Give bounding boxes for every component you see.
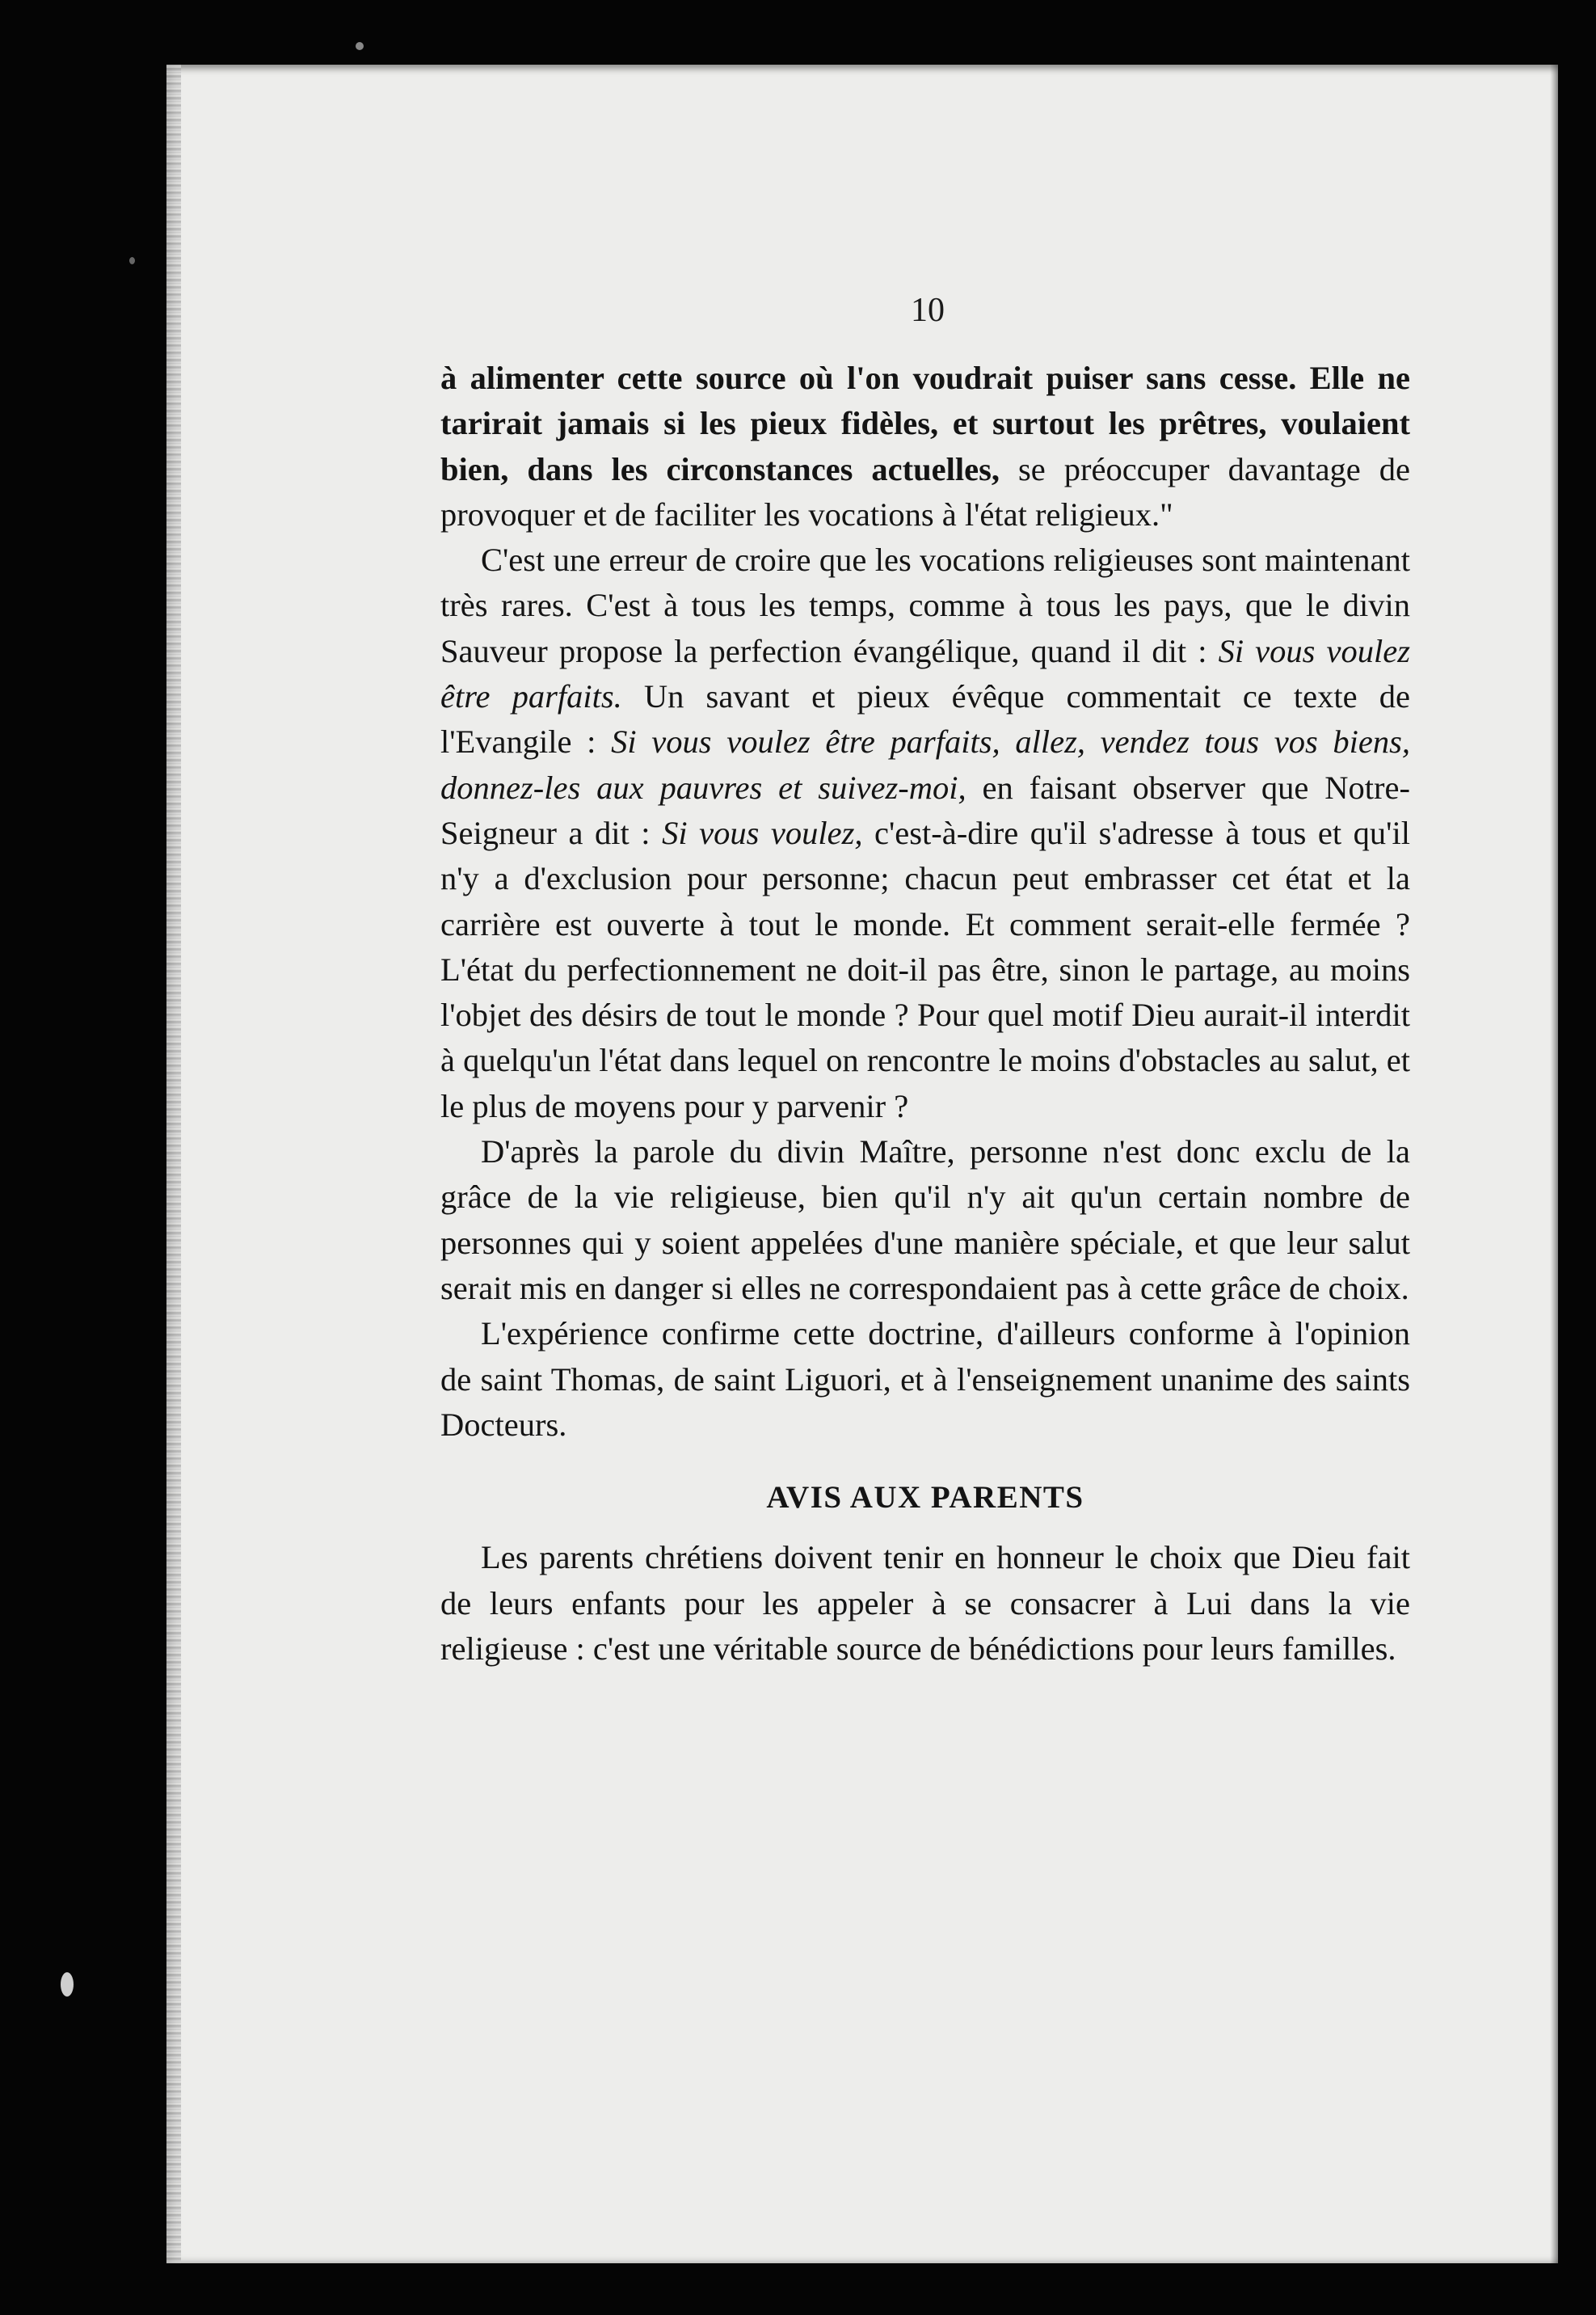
paragraph-2-part-e: en faisant observer que Notre-Seigneur a dit : bbox=[440, 769, 1410, 851]
paragraph-2-part-g: c'est-à-dire qu'il s'adresse à tous et qu'il n'y a d'exclusion pour personne; chacun peut embrasser cet état et la carrière est ouverte à tout le monde. Et comment serait-elle fermée ? L'état du perfectionnement ne doit-il pas être, sinon le partage, au moins l'objet des désirs de tout le monde ? Pour quel motif Dieu aurait-il interdit à quelqu'un l'état dans lequel on rencontre le moins d'obstacles au salut, et le plus de moyens pour y parvenir ? bbox=[440, 814, 1410, 1124]
paragraph-1-part-c: se préoccuper davantage de provoquer et de faciliter les vocations à l'état religieux." bbox=[440, 450, 1410, 533]
paragraph-3: D'après la parole du divin Maître, personne n'est donc exclu de la grâce de la vie religieuse, bien qu'il n'y ait qu'un certain nombre de personnes qui y soient appelées d'une manière spéciale, et que leur salut serait mis en danger si elles ne correspondaient pas à cette grâce de choix. bbox=[440, 1133, 1410, 1306]
paragraph-1-part-a: à alimenter cette source où l'on voudrait puiser sans cesse. bbox=[440, 360, 1310, 396]
paragraph-2-quote-3: Si vous voulez, bbox=[662, 814, 863, 851]
dust-speck bbox=[61, 1972, 74, 1997]
page-number: 10 bbox=[911, 292, 945, 329]
paragraph-2-part-c: Un savant et pieux évêque commentait ce texte de l'Evangile : bbox=[440, 678, 1410, 761]
paragraph-1 bbox=[440, 356, 1410, 538]
page-binding-edge bbox=[166, 65, 181, 2263]
paragraph-2-quote-1: Si vous voulez être parfaits. bbox=[440, 632, 1410, 715]
paragraph-2 bbox=[440, 538, 1410, 1129]
paragraph-2-quote-2: Si vous voulez être parfaits, allez, vendez tous vos biens, donnez-les aux pauvres et suivez-moi, bbox=[440, 723, 1410, 806]
paragraph-1-part-b: Elle ne tarirait jamais si les pieux fidèles, et surtout les prêtres, voulaient bien, dans les circonstances actuelles, bbox=[440, 360, 1410, 487]
page-edge-shadow bbox=[1550, 65, 1558, 2263]
paragraph-2-part-a: C'est une erreur de croire que les vocations religieuses sont maintenant très rares. C'est à tous les temps, comme à tous les pays, que le divin Sauveur propose la perfection évangélique, quand il dit : bbox=[440, 542, 1410, 669]
dust-speck bbox=[129, 257, 135, 264]
dust-speck bbox=[356, 42, 364, 50]
section-heading: AVIS AUX PARENTS bbox=[766, 1480, 1084, 1516]
paragraph-4: L'expérience confirme cette doctrine, d'ailleurs conforme à l'opinion de saint Thomas, de saint Liguori, et à l'enseignement unanime des saints Docteurs. bbox=[440, 1315, 1410, 1443]
body-text bbox=[440, 356, 1410, 1672]
paragraph-5: Les parents chrétiens doivent tenir en honneur le choix que Dieu fait de leurs enfants pour les appeler à se consacrer à Lui dans la vie religieuse : c'est une véritable source de bénédictions pour leurs familles. bbox=[440, 1539, 1410, 1668]
